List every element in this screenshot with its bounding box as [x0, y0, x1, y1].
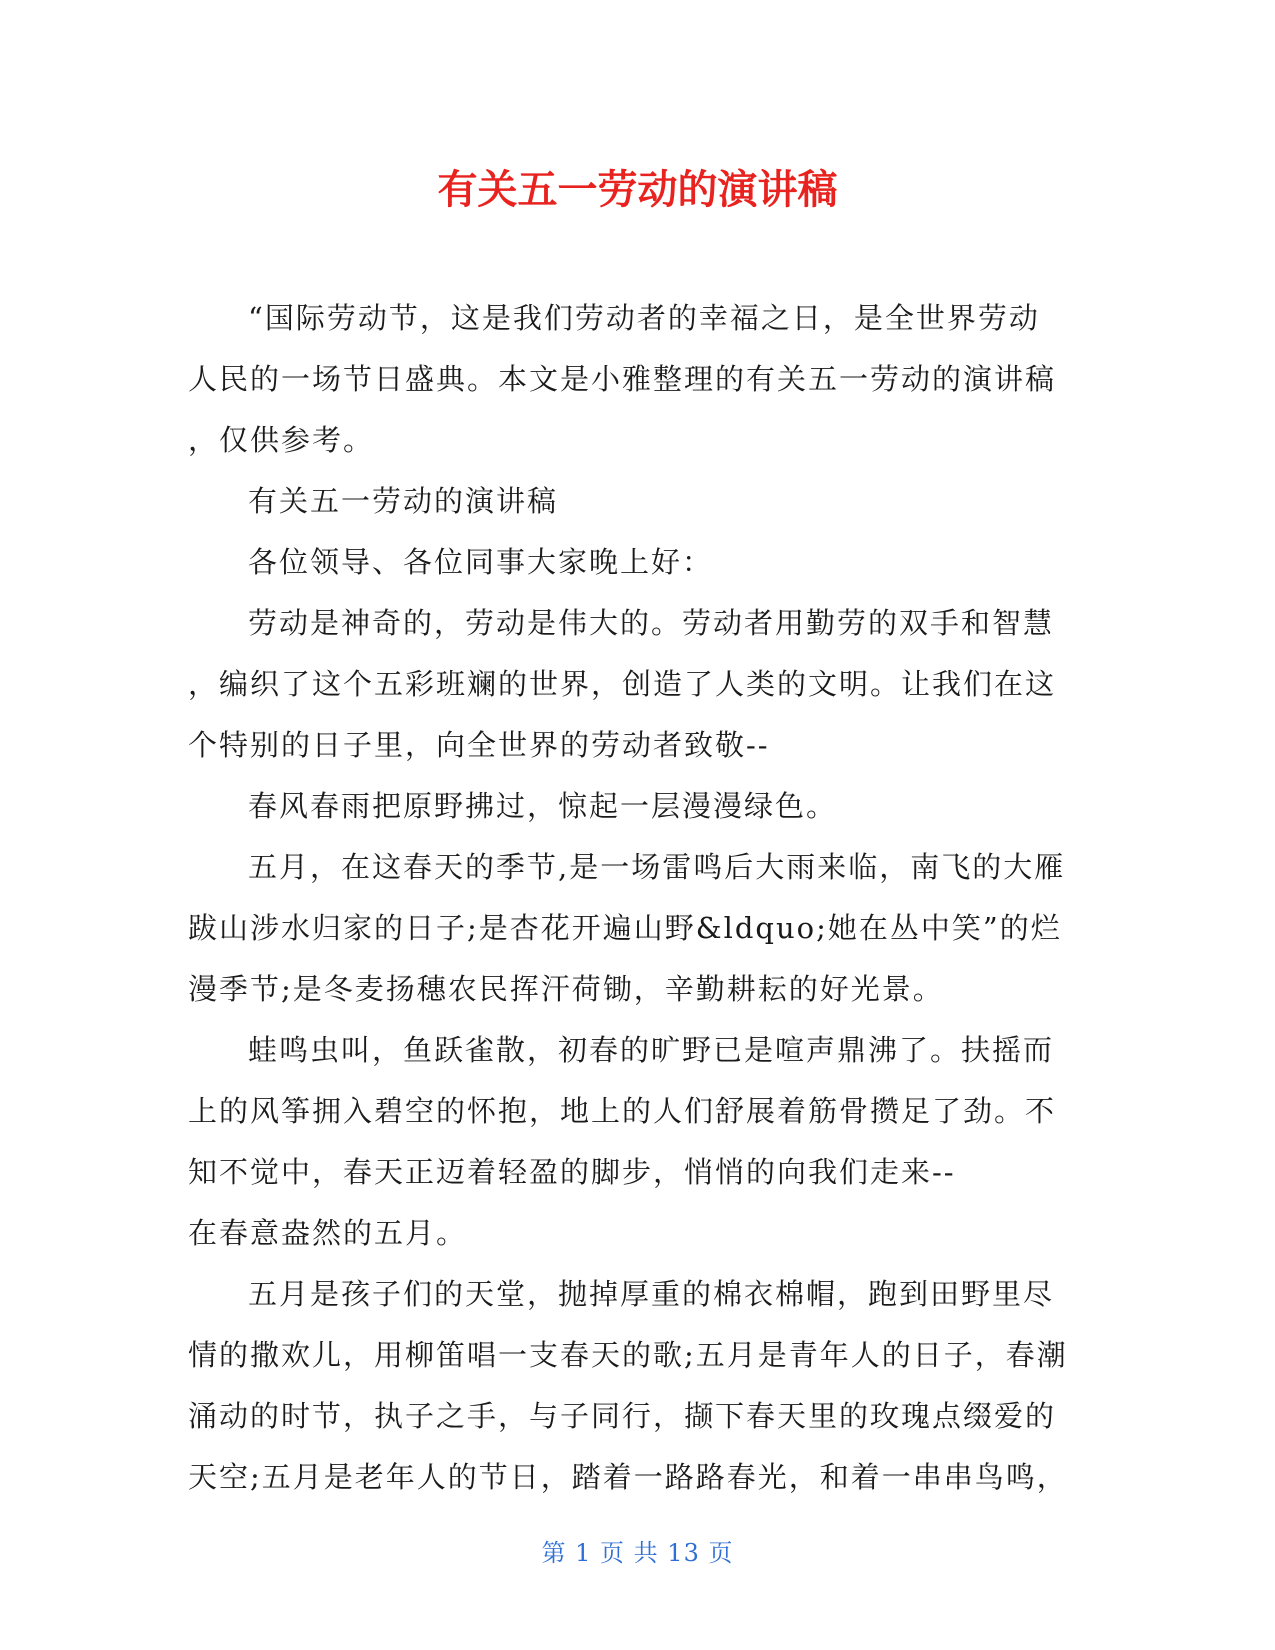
body-line: 上的风筝拥入碧空的怀抱，地上的人们舒展着筋骨攒足了劲。不 [188, 1094, 1057, 1128]
document-body [188, 288, 1068, 1508]
body-line: 有关五一劳动的演讲稿 [248, 484, 559, 518]
body-line: 个特别的日子里，向全世界的劳动者致敬-- [188, 728, 770, 762]
body-line: 人民的一场节日盛典。本文是小雅整理的有关五一劳动的演讲稿 [188, 362, 1057, 396]
body-line: “国际劳动节，这是我们劳动者的幸福之日，是全世界劳动 [248, 301, 1040, 335]
body-line: 跋山涉水归家的日子;是杏花开遍山野&ldquo;她在丛中笑”的烂 [188, 911, 1062, 945]
body-line: 情的撒欢儿，用柳笛唱一支春天的歌;五月是青年人的日子，春潮 [188, 1338, 1068, 1372]
body-line: 各位领导、各位同事大家晚上好： [248, 545, 714, 579]
page-footer: 第 1 页 共 13 页 [541, 1539, 734, 1567]
body-line: 五月是孩子们的天堂，抛掉厚重的棉衣棉帽，跑到田野里尽 [248, 1277, 1055, 1311]
body-line: 五月，在这春天的季节,是一场雷鸣后大雨来临，南飞的大雁 [248, 850, 1066, 884]
body-line: 蛙鸣虫叫，鱼跃雀散，初春的旷野已是喧声鼎沸了。扶摇而 [248, 1033, 1055, 1067]
body-line: 漫季节;是冬麦扬穗农民挥汗荷锄，辛勤耕耘的好光景。 [188, 972, 944, 1006]
body-line: 春风春雨把原野拂过，惊起一层漫漫绿色。 [248, 789, 838, 823]
body-line: 天空;五月是老年人的节日，踏着一路路春光，和着一串串鸟鸣， [188, 1460, 1068, 1494]
body-line: ，编织了这个五彩班斓的世界，创造了人类的文明。让我们在这 [188, 667, 1057, 701]
body-line: 在春意盎然的五月。 [188, 1216, 468, 1250]
body-line: 涌动的时节，执子之手，与子同行，撷下春天里的玫瑰点缀爱的 [188, 1399, 1057, 1433]
body-line: ，仅供参考。 [188, 423, 375, 457]
body-line: 知不觉中，春天正迈着轻盈的脚步，悄悄的向我们走来-- [188, 1155, 956, 1189]
document-title: 有关五一劳动的演讲稿 [437, 167, 838, 213]
body-line: 劳动是神奇的，劳动是伟大的。劳动者用勤劳的双手和智慧 [248, 606, 1055, 640]
